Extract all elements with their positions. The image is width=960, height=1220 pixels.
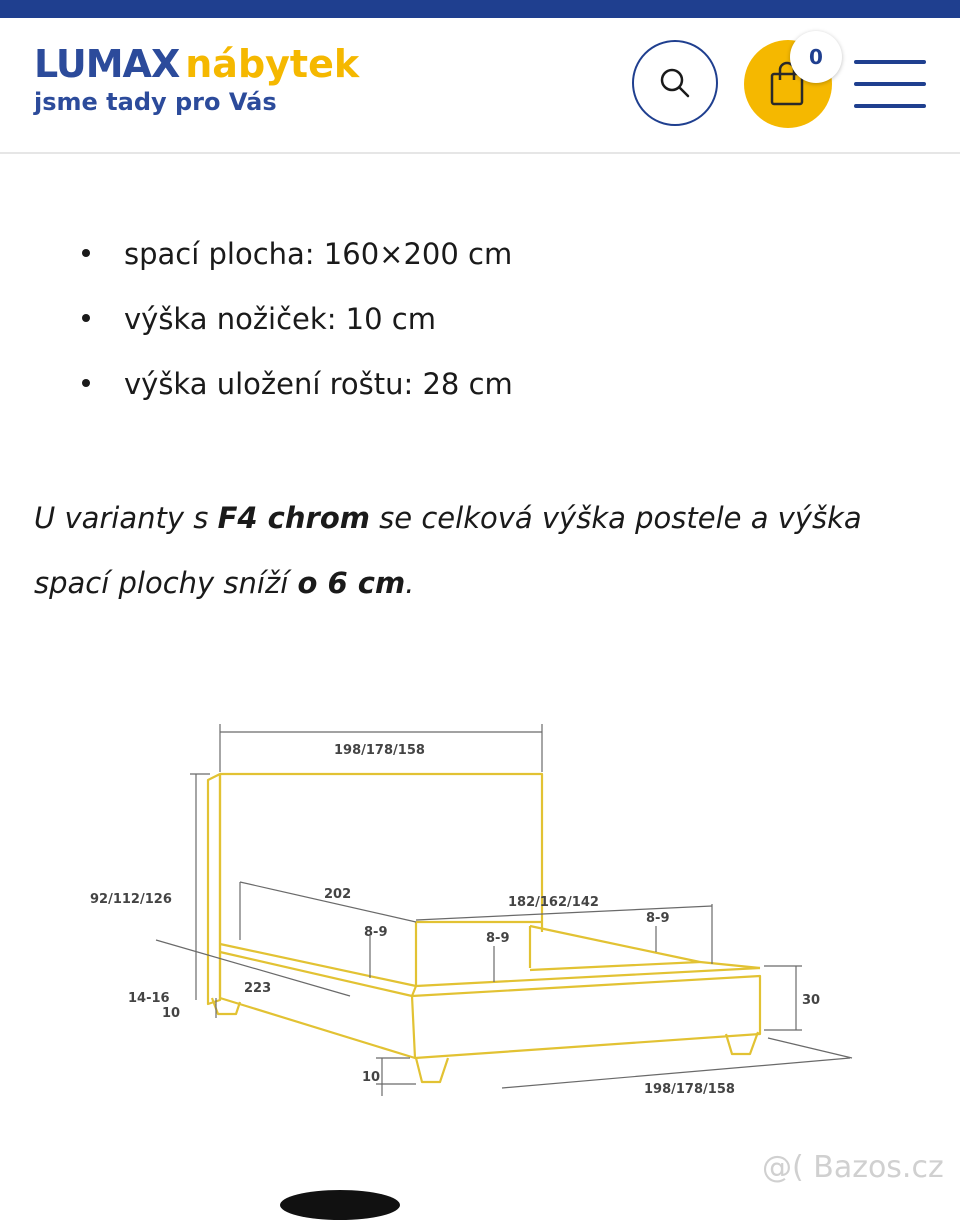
- label-side-height: 30: [802, 993, 821, 1008]
- menu-line-top: [854, 60, 926, 64]
- label-total-length: 223: [244, 981, 272, 996]
- label-leg-left: 10: [162, 1006, 181, 1021]
- note-text-2: se celková výška postele a výška spací plochy sníží: [34, 501, 862, 600]
- spec-list: [78, 232, 513, 427]
- bed-dimension-diagram: [60, 700, 900, 1120]
- spec-item-sleeping-area: spací plocha: 160×200 cm: [78, 232, 513, 297]
- site-header: [0, 18, 960, 154]
- top-accent-bar: [0, 0, 960, 18]
- bazos-watermark: @( Bazos.cz: [762, 1150, 944, 1185]
- note-text-1: U varianty s: [34, 501, 218, 535]
- search-button[interactable]: [632, 40, 718, 126]
- label-total-width: 198/178/158: [644, 1082, 735, 1097]
- label-slat-drop-c: 8-9: [646, 911, 670, 926]
- label-slat-drop-b: 8-9: [486, 931, 510, 946]
- dimension-lines: [156, 724, 852, 1096]
- search-icon: [657, 65, 693, 101]
- label-inner-width: 182/162/142: [508, 895, 599, 910]
- menu-line-middle: [854, 82, 926, 86]
- logo-nabytek: nábytek: [185, 42, 360, 86]
- label-frame-length: 202: [324, 887, 352, 902]
- hamburger-menu-button[interactable]: [854, 60, 928, 112]
- variant-note: [34, 486, 934, 616]
- spec-item-slat-height: výška uložení roštu: 28 cm: [78, 362, 513, 427]
- menu-line-bottom: [854, 104, 926, 108]
- note-bold-variant: F4 chrom: [217, 501, 370, 535]
- logo-tagline: jsme tady pro Vás: [34, 88, 277, 116]
- note-text-3: .: [405, 566, 415, 600]
- label-leg-front: 10: [362, 1070, 381, 1085]
- logo-lumax: LUMAX: [34, 42, 180, 86]
- cropped-image-edge: [280, 1190, 400, 1220]
- spec-item-leg-height: výška nožiček: 10 cm: [78, 297, 513, 362]
- cart-count-badge: 0: [790, 31, 842, 83]
- label-base-range: 14-16: [128, 991, 170, 1006]
- logo-wordmark: [34, 44, 359, 84]
- note-bold-reduction: o 6 cm: [297, 566, 406, 600]
- label-headboard-height: 92/112/126: [90, 892, 172, 907]
- label-slat-drop-a: 8-9: [364, 925, 388, 940]
- site-logo[interactable]: [34, 44, 359, 116]
- label-headboard-width: 198/178/158: [334, 743, 425, 758]
- bed-outline: [208, 774, 760, 1082]
